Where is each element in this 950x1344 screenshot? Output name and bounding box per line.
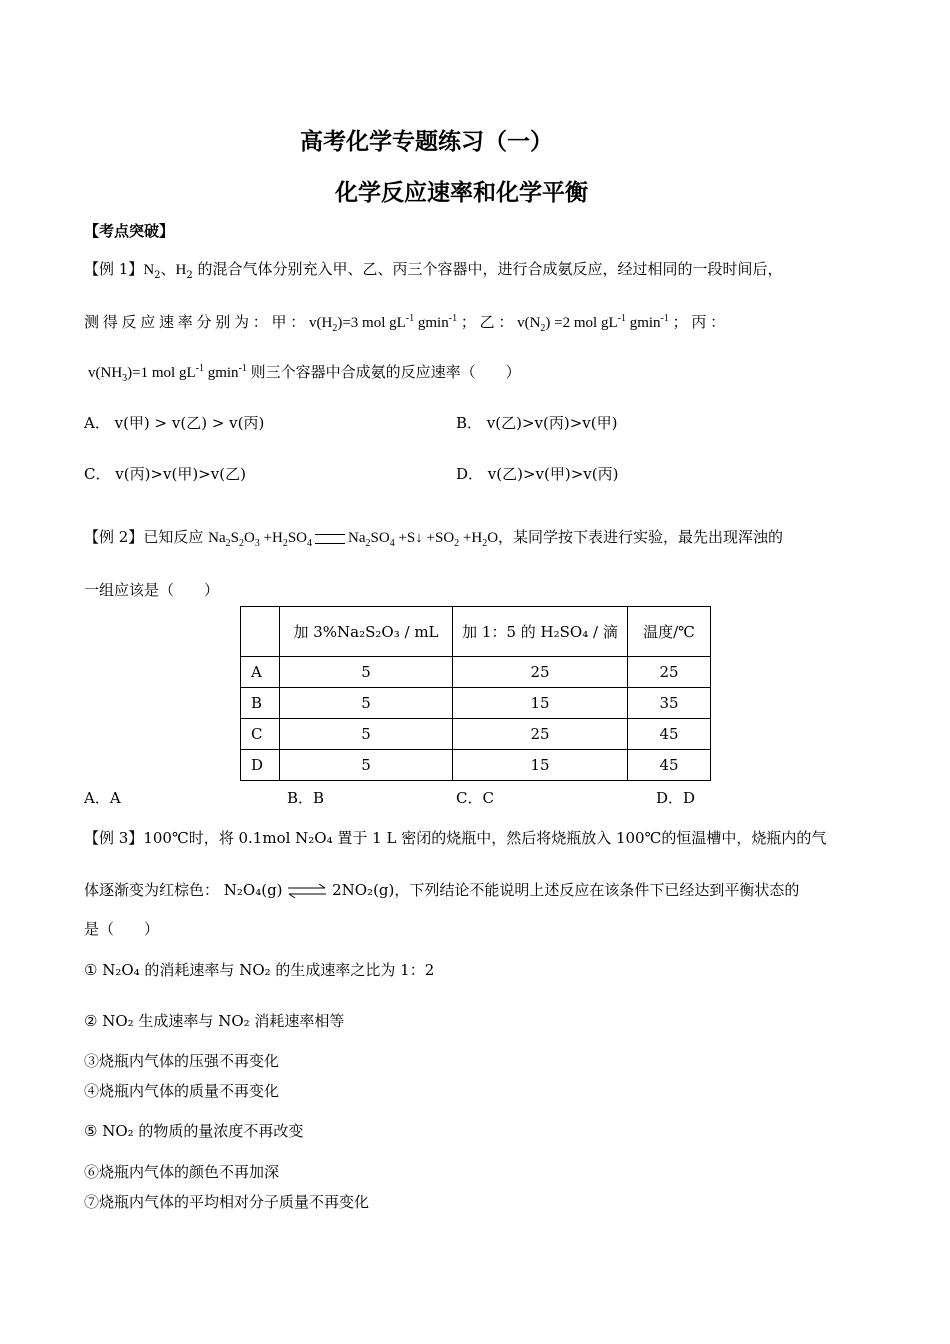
equilibrium-arrow-icon — [287, 884, 327, 898]
example-3-item-2: ② NO₂ 生成速率与 NO₂ 消耗速率相等 — [84, 1012, 345, 1030]
example-3-item-3: ③烧瓶内气体的压强不再变化 — [84, 1052, 280, 1070]
section-heading: 【考点突破】 — [84, 222, 175, 240]
example-1-line-1: 【例 1】$N_2$、$H_2$ 的混合气体分别充入甲、乙、丙三个容器中，进行合成氨反应，经过相同的一段时间后， — [84, 260, 783, 281]
example-2-option-a: A．A — [84, 789, 121, 807]
example-1-option-a: A． v(甲) > v(乙) > v(丙) — [84, 414, 265, 432]
reaction-equation: $Na_2S_2O_3 +H_2SO_4$ $Na_2SO_4$ +S↓ $+SO_2 +H_2O$ — [208, 530, 499, 549]
example-3-line-1: 【例 3】100℃时，将 0.1mol N₂O₄ 置于 1 L 密闭的烧瓶中，然后将烧瓶放入 100℃的恒温槽中，烧瓶内的气 — [84, 829, 827, 847]
example-2-line-1: 【例 2】已知反应 $Na_2S_2O_3 +H_2SO_4$ $Na_2SO_4$ +S↓ $+SO_2 +H_2O$，某同学按下表进行实验，最先出现浑浊的 — [84, 528, 784, 549]
example-3-item-6: ⑥烧瓶内气体的颜色不再加深 — [84, 1163, 280, 1181]
table-header-row — [241, 607, 711, 657]
equals-sign — [315, 534, 345, 544]
example-3-item-5: ⑤ NO₂ 的物质的量浓度不再改变 — [84, 1122, 304, 1140]
page-subtitle: 化学反应速率和化学平衡 — [335, 179, 588, 206]
page-title: 高考化学专题练习（一） — [300, 128, 553, 155]
example-2-tag: 【例 2】 — [84, 528, 144, 546]
example-2-option-c: C．C — [456, 789, 494, 807]
table-header-cell: 加 3%Na₂S₂O₃ / mL — [280, 607, 453, 657]
example-2-option-d: D．D — [656, 789, 696, 807]
example-1-line-2: 测 得 反 应 速 率 分 别 为 ： 甲 ： $v(H_2)=3$ mol $gL^{-1}$ gmin$^{-1}$ ； 乙 ： $v(N_2) =2$ mol $gL^{-1}$ gmin$^{-1}$ ； 丙 ： — [84, 313, 726, 334]
example-1-line-3: $v(NH_3)=1$ mol $gL^{-1}$ gmin$^{-1}$ 则三个容器中合成氨的反应速率（ ） — [88, 363, 521, 384]
example-3-item-7: ⑦烧瓶内气体的平均相对分子质量不再变化 — [84, 1193, 370, 1211]
table-header-cell — [241, 607, 280, 657]
example-3-line-2: 体逐渐变为红棕色： N₂O₄(g) 2NO₂(g)，下列结论不能说明上述反应在该条件下已经达到平衡状态的 — [84, 881, 800, 899]
example-1-option-c: C． v(丙)>v(甲)>v(乙) — [84, 465, 246, 483]
table-row: B 5 15 35 — [241, 688, 711, 719]
example-1-option-b: B． v(乙)>v(丙)>v(甲) — [456, 414, 618, 432]
example-1-option-d: D． v(乙)>v(甲)>v(丙) — [456, 465, 619, 483]
example-3-item-4: ④烧瓶内气体的质量不再变化 — [84, 1082, 280, 1100]
example-3-item-1: ① N₂O₄ 的消耗速率与 NO₂ 的生成速率之比为 1：2 — [84, 961, 435, 979]
example-3-tag: 【例 3】 — [84, 829, 144, 847]
example-1-tag: 【例 1】 — [84, 260, 144, 278]
table-header-cell: 加 1：5 的 H₂SO₄ / 滴 — [453, 607, 628, 657]
example-2-line-2: 一组应该是（ ） — [84, 581, 220, 599]
table-row: A 5 25 25 — [241, 657, 711, 688]
table-header-cell: 温度/℃ — [628, 607, 711, 657]
example-2-option-b: B．B — [287, 789, 325, 807]
table-row: C 5 25 45 — [241, 719, 711, 750]
experiment-table — [240, 606, 711, 781]
table-row: D 5 15 45 — [241, 750, 711, 781]
example-3-line-3: 是（ ） — [84, 920, 160, 938]
